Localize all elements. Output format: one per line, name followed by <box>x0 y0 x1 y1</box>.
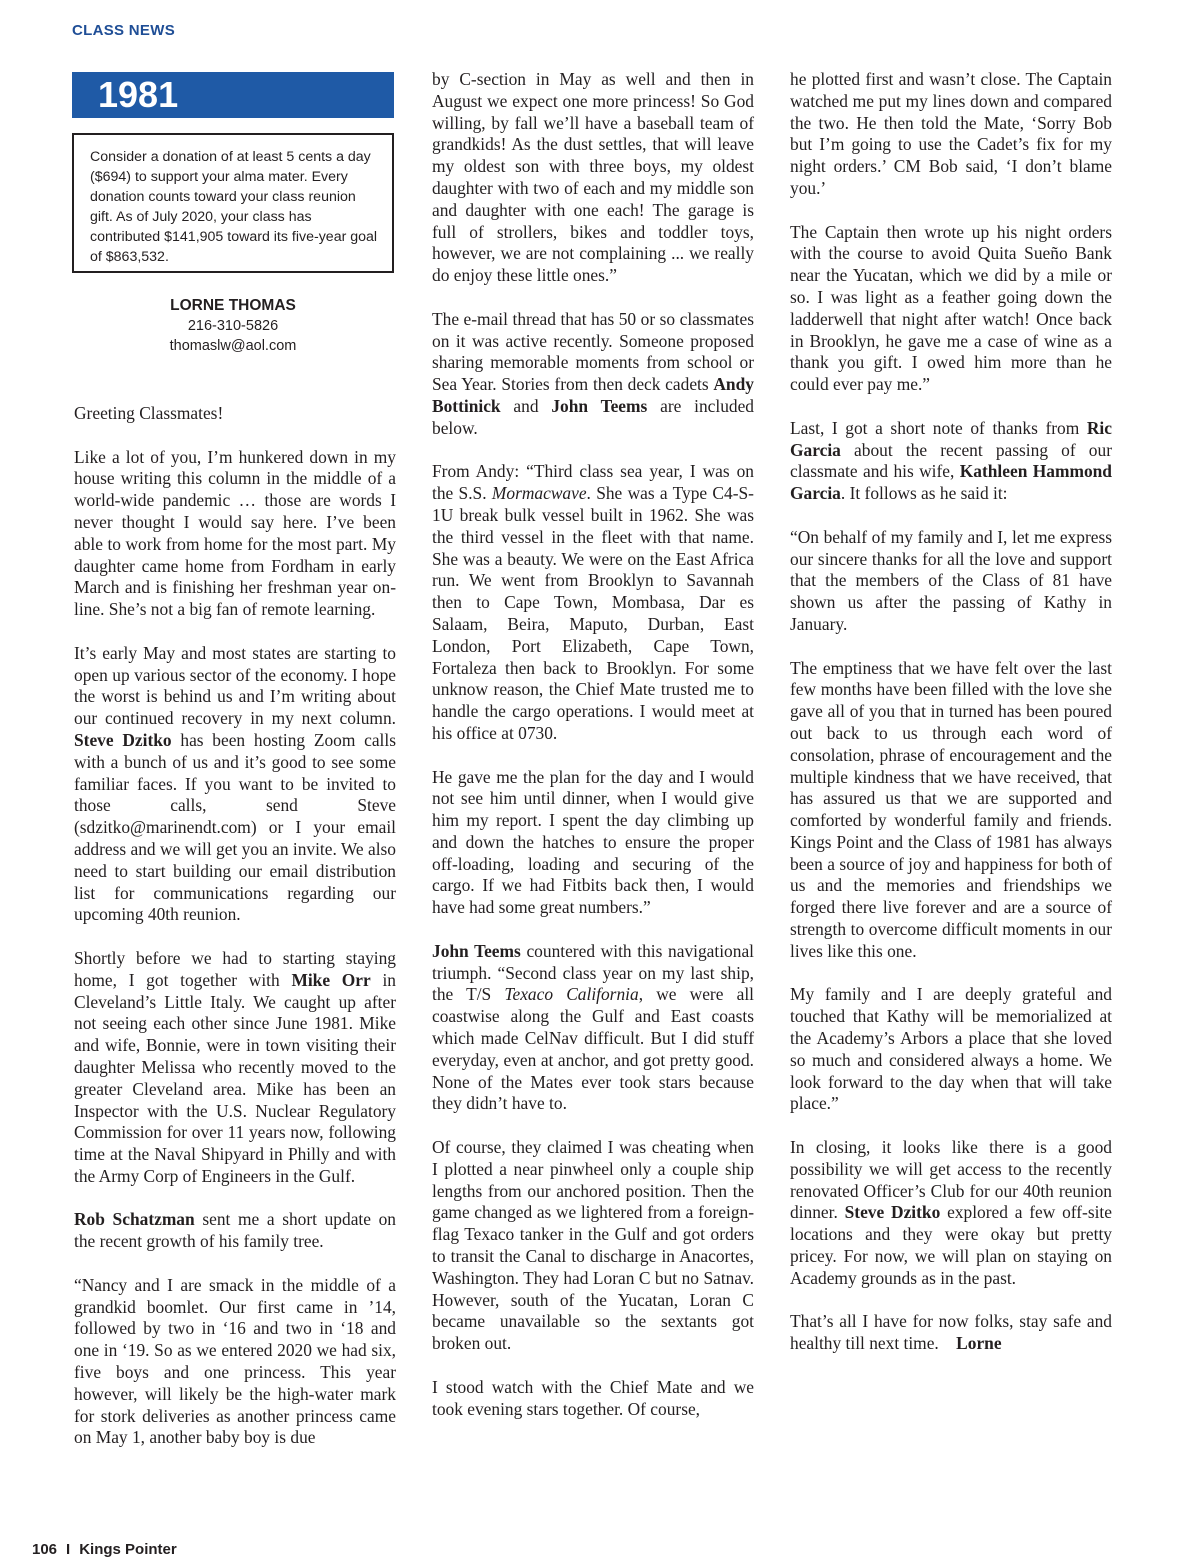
paragraph-email-thread: The e-mail thread that has 50 or so classmates on it was active recently. Someone proposed sharing memorable moments from school or Sea Year. Stories from then deck cadets Andy Bottinick and John Teems are included below. <box>432 308 755 438</box>
person-name: Rob Schatzman <box>74 1209 195 1230</box>
paragraph-grateful: My family and I are deeply grateful and touched that Kathy will be memorialized at the Academy’s Arbors a place that she loved so much and considered always a home. We look forward to the day when that will take place.” <box>790 984 1112 1114</box>
paragraph-cargo-plan: He gave me the plan for the day and I would not see him until dinner, when I would give him my report. I spent the day climbing up and down the hatches to ensure the proper off-loading, loading and securing of the cargo. If we had Fitbits back then, I would have had some great numbers.” <box>432 766 754 918</box>
contact-email: thomaslw@aol.com <box>169 338 297 354</box>
contact-name: LORNE THOMAS <box>170 297 296 314</box>
contact-phone: 216-310-5826 <box>187 318 279 334</box>
page-footer <box>32 1541 177 1558</box>
paragraph-closing: In closing, it looks like there is a good possibility we will get access to the recently renovated Officer’s Club for our 40th reunion dinner. Steve Dzitko explored a few off-site locations and they were okay but pretty pricey. For now, we will plan on staying on Academy grounds as in the past. <box>790 1137 1112 1288</box>
paragraph-watch-continued: he plotted first and wasn’t close. The Captain watched me put my lines down and compared the two. He then told the Mate, ‘Sorry Bob but I’m going to use the Cadet’s fix for my night orders.’ CM Bob said, ‘I don’t blame you.’ <box>790 69 1112 198</box>
person-name: Kathleen Hammond Garcia <box>790 461 1112 504</box>
paragraph-final: That’s all I have for now folks, stay safe and healthy till next time. Lorne <box>790 1311 1112 1354</box>
page-number: 106 <box>32 1541 58 1558</box>
paragraph-grandkids-continued: by C-section in May as well and then in August we expect one more princess! So God willing, by fall we’ll have a baseball team of grandkids! As the dust settles, that will leave my oldest son with three boys, my oldest daughter with two of each and my middle son and daughter with one each! The garage is full of strollers, bikes and toddler toys, however, we are not complaining ... we really do enjoy these little ones.” <box>432 69 754 286</box>
ship-name: Texaco California <box>504 984 639 1005</box>
signoff: Lorne <box>956 1333 1002 1354</box>
paragraph-on-behalf: “On behalf of my family and I, let me express our sincere thanks for all the love and support that the members of the Class of 81 have shown us after the passing of Kathy in January. <box>790 526 1112 634</box>
person-name: Andy Bottinick <box>432 374 754 416</box>
person-name: Steve Dzitko <box>844 1202 941 1223</box>
section-label: CLASS NEWS <box>72 22 176 39</box>
paragraph-emptiness: The emptiness that we have felt over the last few months have been filled with the love she gave all of you that in turned has been poured out back to us through each word of consolation, phrase of encouragement and the multiple kindness that we have received, that has assured us that we are supported and comforted by wonderful family and friends. Kings Point and the Class of 1981 has always been a source of joy and happiness for both of us and the memories and friendships we forged there live forever and are a source of strength to overcome difficult moments in our lives like this one. <box>790 657 1112 961</box>
donation-text: Consider a donation of at least 5 cents a day ($694) to support your alma mater. Every donation counts toward your class reunion gift. As of July 2020, your class has contributed $141,905 toward its five-year goal of $863,532. <box>90 149 378 265</box>
article-column-3 <box>790 69 1112 1355</box>
class-year-banner: 1981 <box>72 72 394 118</box>
paragraph-captain: The Captain then wrote up his night orders with the course to avoid Quita Sueño Bank near the Yucatan, which we did by a mile or so. I was light as a feather going down the ladderwell that night after watch! Once back in Brooklyn, he gave me a case of wine as a thank you gift. I owed him more than he could ever pay me.” <box>790 221 1112 395</box>
paragraph-zoom-calls: It’s early May and most states are starting to open up various sector of the economy. I hope the worst is behind us and I’m writing about our continued recovery in my next column. Steve Dzitko has been hosting Zoom calls with a bunch of us and it’s good to see some familiar faces. If you want to be invited to those calls, send Steve (sdzitko@marinendt.com) or I your email address and we will get you an invite. We also need to start building our email distribution list for communications regarding our upcoming 40th reunion. <box>74 642 396 925</box>
article-column-1 <box>74 403 396 1449</box>
person-name: Mike Orr <box>291 969 371 990</box>
paragraph-pandemic: Like a lot of you, I’m hunkered down in my house writing this column in the middle of a world-wide pandemic … those are words I never thought I would say here. I’ve been able to work from home for the most part. My daughter came home from Fordham in early March and is finishing her freshman year on-line. She’s not a big fan of remote learning. <box>74 446 396 620</box>
person-name: John Teems <box>551 395 648 416</box>
paragraph-rob-schatzman: Rob Schatzman sent me a short update on the recent growth of his family tree. <box>74 1209 396 1252</box>
person-name: John Teems <box>432 940 521 961</box>
paragraph-john-teems: John Teems countered with this navigational triumph. “Second class year on my last ship, the T/S Texaco California, we were all coastwise along the Gulf and East coasts which made CelNav difficult. But I did stuff everyday, even at anchor, and got pretty good. None of the Mates ever took stars because they didn’t have to. <box>432 940 754 1114</box>
paragraph-andy-sea-year: From Andy: “Third class sea year, I was on the S.S. Mormacwave. She was a Type C4-S-1U break bulk vessel built in 1962. She was the third vessel in the fleet with that name. She was a beauty. We were on the East Africa run. We went from Brooklyn to Savannah then to Cape Town, Mombasa, Dar es Salaam, Beira, Maputo, Durban, East London, Port Elizabeth, Cape Town, Fortaleza then back to Brooklyn. For some unknow reason, the Chief Mate trusted me to handle the cargo operations. I would meet at his office at 0730. <box>432 461 754 743</box>
publication-name: Kings Pointer <box>79 1541 177 1558</box>
footer-separator: I <box>66 1541 71 1558</box>
donation-callout <box>72 133 394 273</box>
paragraph-ric-garcia: Last, I got a short note of thanks from Ric Garcia about the recent passing of our classmate and his wife, Kathleen Hammond Garcia. It follows as he said it: <box>790 417 1112 504</box>
article-column-2 <box>432 69 754 1420</box>
class-secretary-contact <box>72 296 394 356</box>
ship-name: Mormacwave <box>491 483 587 504</box>
person-name: Steve Dzitko <box>74 729 172 750</box>
paragraph-cheating: Of course, they claimed I was cheating when I plotted a near pinwheel only a couple ship lengths from our anchored position. Then the game changed as we lightered from a foreign-flag Texaco tanker in the Gulf and got orders to transit the Canal to discharge in Anacortes, Washington. They had Loran C but no Satnav. However, south of the Yucatan, Loran C became unavailable so the sextants got broken out. <box>432 1137 754 1354</box>
paragraph-grandkids: “Nancy and I are smack in the middle of a grandkid boomlet. Our first came in ’14, followed by two in ‘16 and two in ‘18 and one in ‘19. So as we entered 2020 we had six, five boys and one princess. This year however, will likely be the high-water mark for stork deliveries as another princess came on May 1, another baby boy is due <box>74 1274 396 1448</box>
paragraph-watch: I stood watch with the Chief Mate and we took evening stars together. Of course, <box>432 1376 754 1419</box>
greeting: Greeting Classmates! <box>74 403 224 423</box>
paragraph-mike-orr: Shortly before we had to starting staying home, I got together with Mike Orr in Cleveland’s Little Italy. We caught up after not seeing each other since June 1981. Mike and wife, Bonnie, were in town visiting their daughter Melissa who recently moved to the greater Cleveland area. Mike has been an Inspector with the U.S. Nuclear Regulatory Commission for over 11 years now, following time at the Naval Shipyard in Philly and with the Army Corp of Engineers in the Gulf. <box>74 947 396 1186</box>
person-name: Ric Garcia <box>790 417 1112 460</box>
